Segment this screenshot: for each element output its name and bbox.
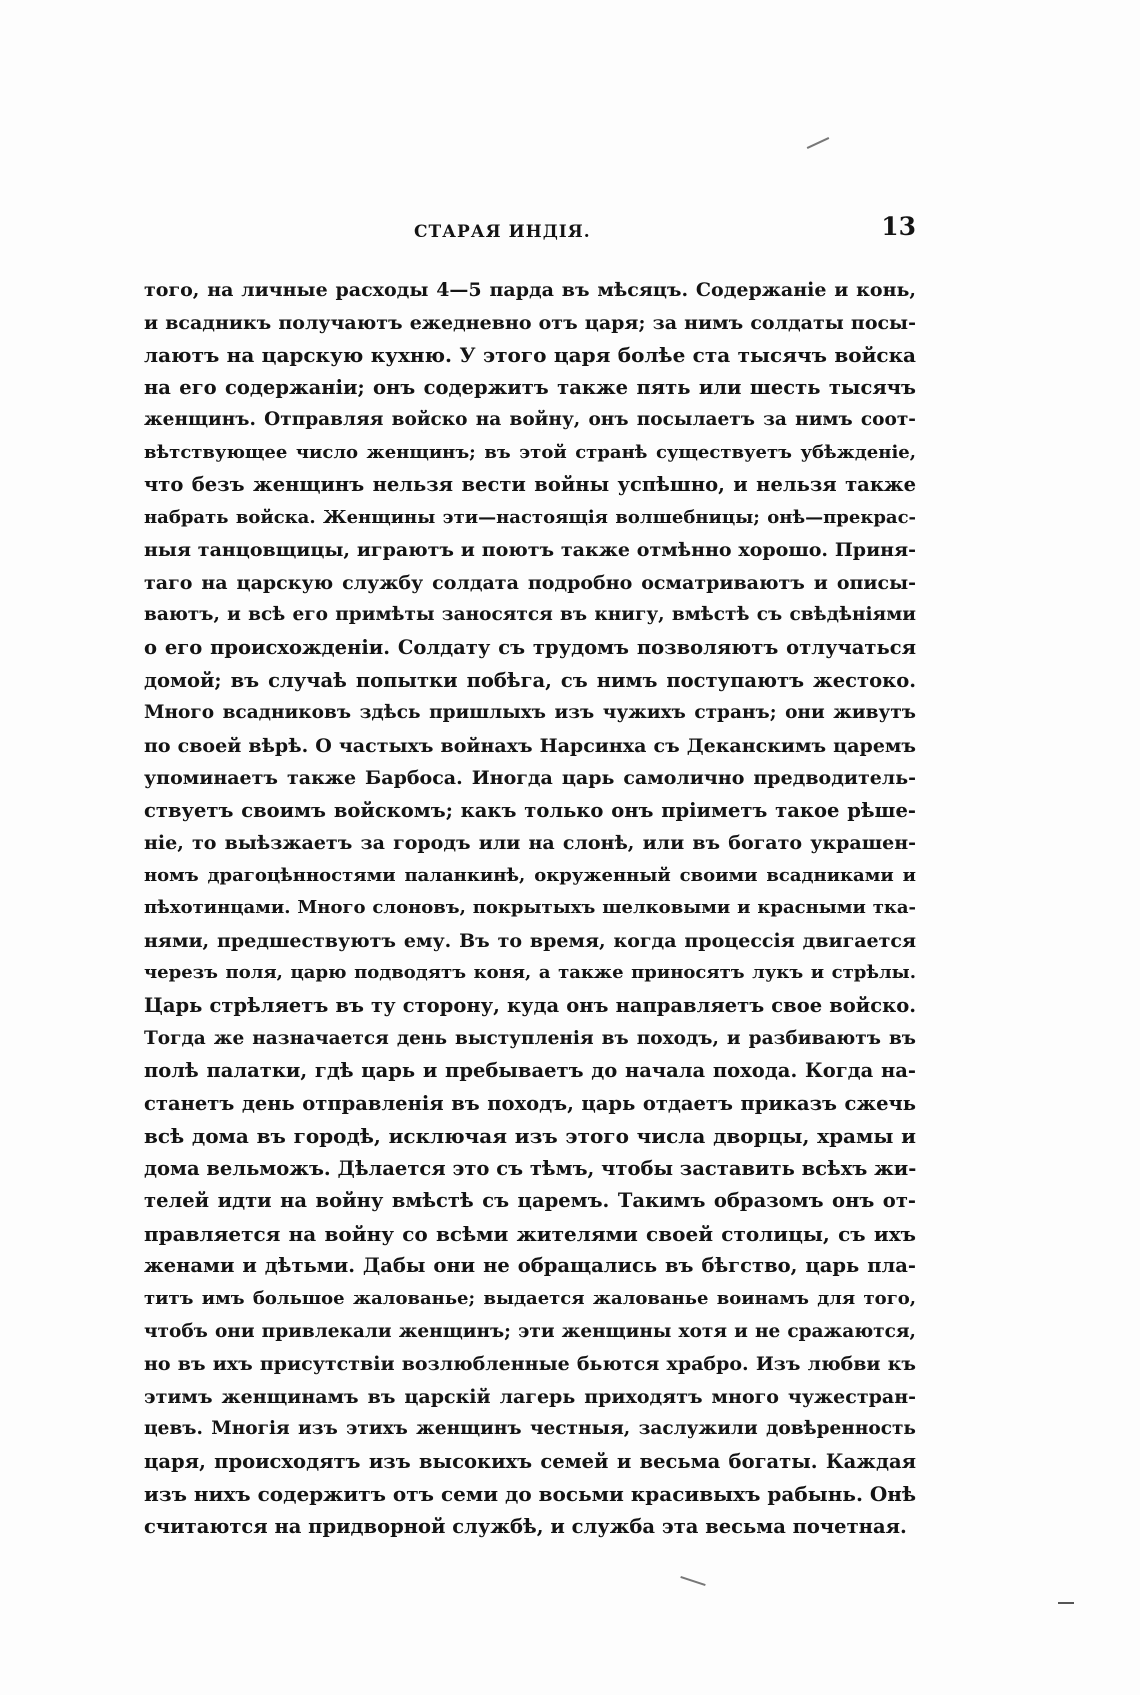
page-header xyxy=(144,212,916,252)
text-line: о его происхожденіи. Солдату съ трудомъ позволяютъ отлучаться xyxy=(144,636,916,660)
text-line: женщинъ. Отправляя войско на войну, онъ посылаетъ за нимъ соот- xyxy=(144,409,916,431)
text-line: изъ нихъ содержитъ отъ семи до восьми красивыхъ рабынь. Онѣ xyxy=(144,1482,916,1507)
text-line: цевъ. Многія изъ этихъ женщинъ честныя, заслужили довѣренность xyxy=(144,1418,916,1440)
scan-speck xyxy=(680,1576,705,1586)
text-line: черезъ поля, царю подводятъ коня, а также приносятъ лукъ и стрѣлы. xyxy=(144,962,916,984)
scan-speck xyxy=(1058,1602,1074,1604)
text-line: Царь стрѣляетъ въ ту сторону, куда онъ направляетъ свое войско. xyxy=(144,994,916,1018)
text-line: Тогда же назначается день выступленія въ походъ, и разбиваютъ въ xyxy=(144,1027,916,1049)
text-line: полѣ палатки, гдѣ царь и пребываетъ до начала похода. Когда на- xyxy=(144,1059,916,1083)
text-line: ныя танцовщицы, играютъ и поютъ также отмѣнно хорошо. Приня- xyxy=(144,539,916,562)
text-line: царя, происходятъ изъ высокихъ семей и весьма богаты. Каждая xyxy=(144,1449,916,1473)
text-line: считаются на придворной службѣ, и служба эта весьма почетная. xyxy=(144,1514,907,1538)
running-head: СТАРАЯ ИНДІЯ. xyxy=(414,222,591,242)
text-line: нями, предшествуютъ ему. Въ то время, когда процессія двигается xyxy=(144,929,916,952)
text-line: что безъ женщинъ нельзя вести войны успѣшно, и нельзя также xyxy=(144,473,916,497)
text-line: но въ ихъ присутствіи возлюбленные бьются храбро. Изъ любви къ xyxy=(144,1353,916,1376)
text-line: дома вельможъ. Дѣлается это съ тѣмъ, чтобы заставить всѣхъ жи- xyxy=(144,1156,917,1180)
page-number: 13 xyxy=(881,212,916,241)
scan-speck xyxy=(807,137,830,149)
text-line: этимъ женщинамъ въ царскій лагерь приходятъ много чужестран- xyxy=(144,1385,916,1408)
text-line: титъ имъ большое жалованье; выдается жалованье воинамъ для того, xyxy=(144,1287,916,1309)
text-line: по своей вѣрѣ. О частыхъ войнахъ Нарсинха съ Деканскимъ царемъ xyxy=(144,734,916,757)
text-line: и всадникъ получаютъ ежедневно отъ царя; за нимъ солдаты посы- xyxy=(144,311,916,334)
text-line: станетъ день отправленія въ походъ, царь отдаетъ приказъ сжечь xyxy=(144,1091,916,1115)
body-text xyxy=(144,274,916,1543)
text-line: чтобъ они привлекали женщинъ; эти женщины хотя и не сражаются, xyxy=(144,1320,916,1342)
text-line: ствуетъ своимъ войскомъ; какъ только онъ пріиметъ такое рѣше- xyxy=(144,798,916,822)
text-line: лаютъ на царскую кухню. У этого царя болѣе ста тысячъ войска xyxy=(144,343,916,368)
text-line: правляется на войну со всѣми жителями своей столицы, съ ихъ xyxy=(144,1221,916,1246)
text-line: на его содержаніи; онъ содержитъ также пять или шесть тысячъ xyxy=(144,375,916,399)
text-line: ніе, то выѣзжаетъ за городъ или на слонѣ, или въ богато украшен- xyxy=(144,832,916,855)
text-line: того, на личные расходы 4—5 парда въ мѣсяцъ. Содержаніе и конь, xyxy=(144,279,916,301)
text-line: всѣ дома въ городѣ, исключая изъ этого числа дворцы, храмы и xyxy=(144,1124,916,1149)
text-line: телей идти на войну вмѣстѣ съ царемъ. Такимъ образомъ онъ от- xyxy=(144,1189,916,1213)
text-line: домой; въ случаѣ попытки побѣга, съ нимъ поступаютъ жестоко. xyxy=(144,668,916,692)
text-line: пѣхотинцами. Много слоновъ, покрытыхъ шелковыми и красными тка- xyxy=(144,897,916,919)
text-line: номъ драгоцѣнностями паланкинѣ, окруженный своими всадниками и xyxy=(144,864,916,886)
text-line: набрать войска. Женщины эти—настоящія волшебницы; онѣ—прекрас- xyxy=(144,506,916,528)
text-line: ваютъ, и всѣ его примѣты заносятся въ книгу, вмѣстѣ съ свѣдѣніями xyxy=(144,604,916,626)
text-line: таго на царскую службу солдата подробно осматриваютъ и описы- xyxy=(144,571,916,594)
text-line: вѣтствующее число женщинъ; въ этой странѣ существуетъ убѣжденіе, xyxy=(144,441,916,463)
text-line: Много всадниковъ здѣсь пришлыхъ изъ чужихъ странъ; они живутъ xyxy=(144,702,916,724)
text-line: упоминаетъ также Барбоса. Иногда царь самолично предводитель- xyxy=(144,767,916,790)
text-line: женами и дѣтьми. Дабы они не обращались въ бѣгство, царь пла- xyxy=(144,1254,916,1278)
